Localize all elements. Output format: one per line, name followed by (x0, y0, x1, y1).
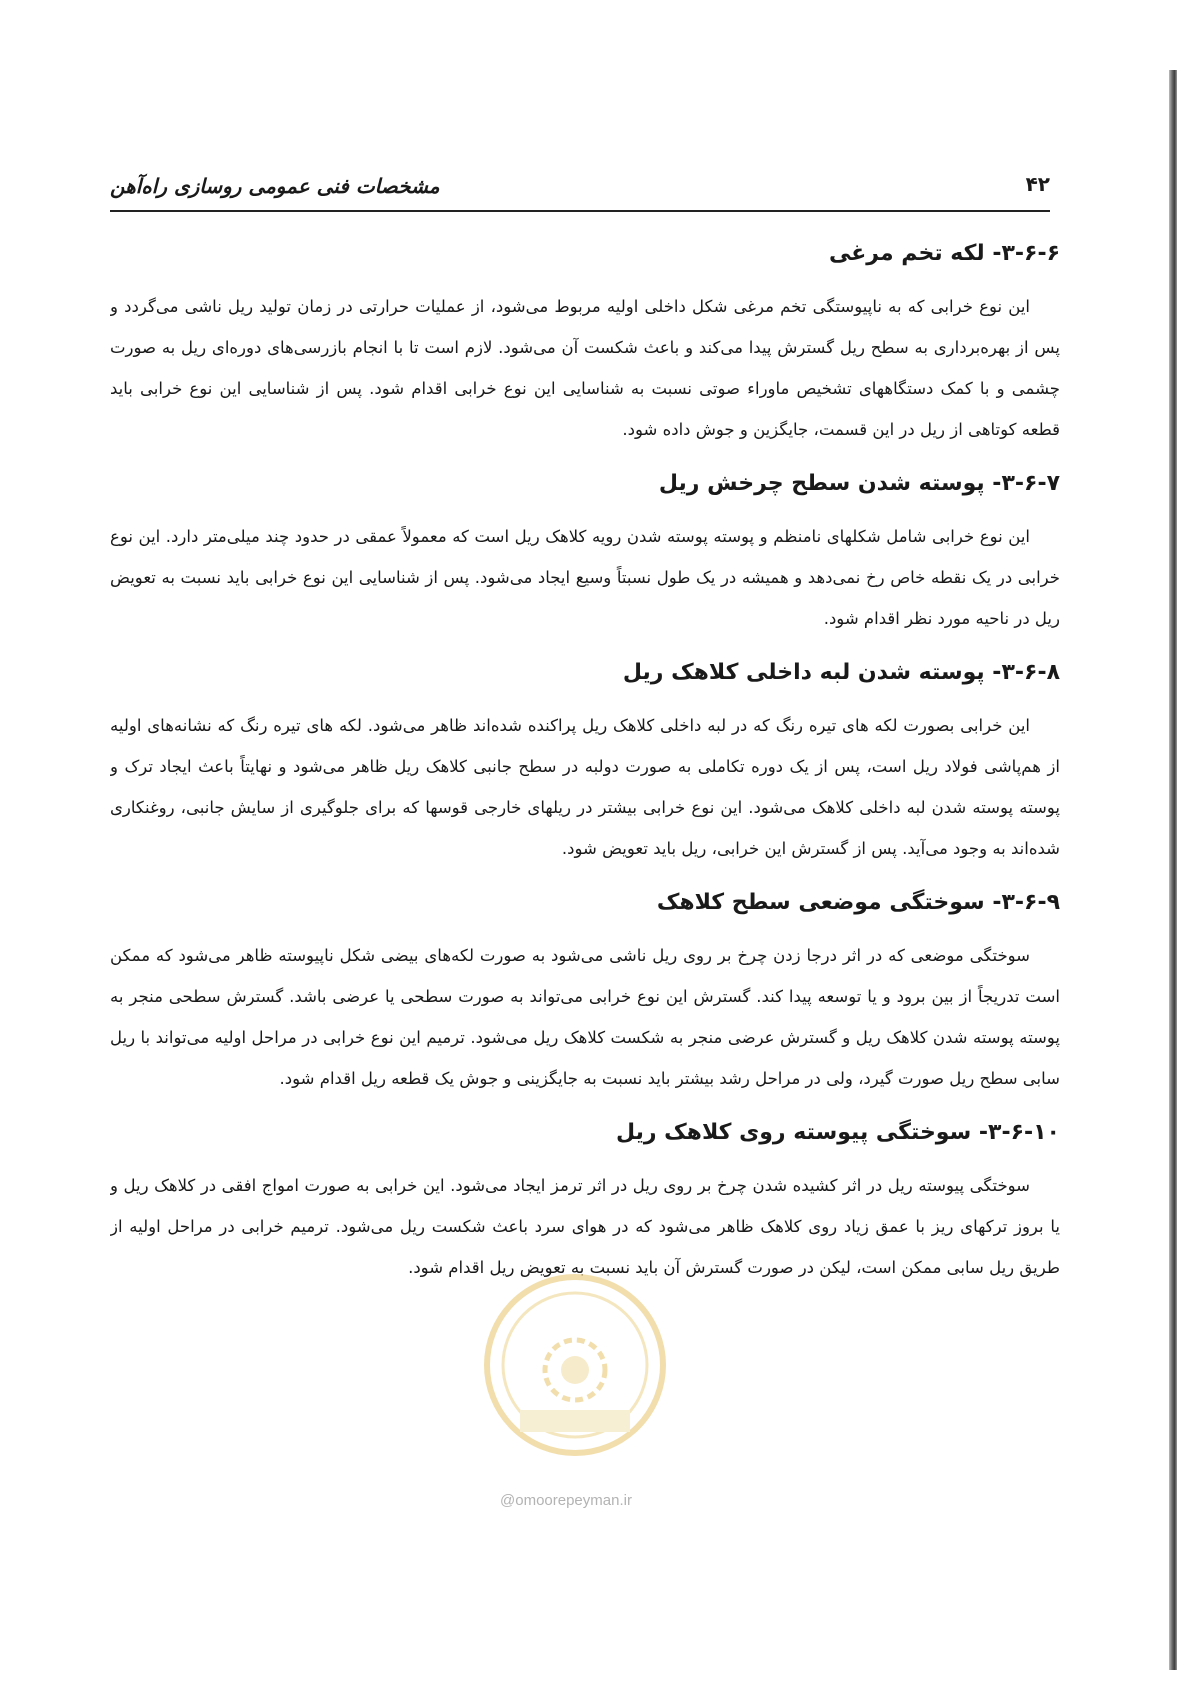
section-body: این خرابی بصورت لکه های تیره رنگ که در لبه داخلی کلاهک ریل پراکنده شده‌اند ظاهر می‌شود. لکه های تیره رنگ که نشانه‌های اولیه از هم‌پاشی فولاد ریل است، پس از یک دوره تکاملی به صورت دولبه در سطح جانبی کلاهک ریل ظاهر می‌شود و نهایتاً باعث ایجاد ترک و پوسته پوسته شدن لبه داخلی کلاهک می‌شود. این نوع خرابی بیشتر در ریلهای خارجی قوسها که برای جلوگیری از سایش جانبی، روغنکاری شده‌اند به وجود می‌آید. پس از گسترش این خرابی، ریل باید تعویض شود. (110, 716, 1060, 858)
section-gauge-corner-shelling (110, 657, 1060, 869)
running-header (110, 172, 1050, 212)
section-title: ۳-۶-۹- سوختگی موضعی سطح کلاهک (656, 890, 1060, 915)
section-title: ۳-۶-۱۰- سوختگی پیوسته روی کلاهک ریل (615, 1120, 1060, 1145)
section-local-head-burn (110, 887, 1060, 1099)
section-continuous-head-burn (110, 1117, 1060, 1288)
section-title: ۳-۶-۶- لکه تخم مرغی (828, 241, 1060, 266)
book-title: مشخصات فنی عمومی روسازی راه‌آهن (110, 174, 440, 198)
watermark-seal-icon (480, 1270, 670, 1460)
section-title: ۳-۶-۷- پوسته شدن سطح چرخش ریل (658, 471, 1060, 496)
section-body: این نوع خرابی شامل شکلهای نامنظم و پوسته پوسته شدن رویه کلاهک ریل است که معمولاً عمقی در حدود چند میلی‌متر دارد. این نوع خرابی در یک نقطه خاص رخ نمی‌دهد و همیشه در یک طول نسبتاً وسیع ایجاد می‌شود. پس از شناسایی این نوع خرابی باید نسبت به تعویض ریل در ناحیه مورد نظر اقدام شود. (110, 527, 1060, 628)
section-body: سوختگی پیوسته ریل در اثر کشیده شدن چرخ بر روی ریل در اثر ترمز ایجاد می‌شود. این خرابی به صورت امواج افقی در کلاهک ریل و یا بروز ترکهای ریز با عمق زیاد روی کلاهک ظاهر می‌شود که در هوای سرد باعث شکست ریل می‌شود. ترمیم خرابی در مراحل اولیه از طریق ریل سابی ممکن است، لیکن در صورت گسترش آن باید نسبت به تعویض ریل اقدام شود. (110, 1176, 1060, 1277)
page-number: ۴۲ (1025, 172, 1050, 196)
section-body: این نوع خرابی که به ناپیوستگی تخم مرغی شکل داخلی اولیه مربوط می‌شود، از عملیات حرارتی در زمان تولید ریل ناشی می‌گردد و پس از بهره‌برداری به سطح ریل گسترش پیدا می‌کند و باعث شکست آن می‌شود. لازم است تا با انجام بازرسی‌های دوره‌ای ریل به صورت چشمی و با کمک دستگاههای تشخیص ماوراء صوتی نسبت به شناسایی این نوع خرابی اقدام شود. پس از شناسایی این نوع خرابی باید قطعه کوتاهی از ریل در این قسمت، جایگزین و جوش داده شود. (110, 297, 1060, 439)
section-egg-shaped-spot (110, 238, 1060, 450)
scan-edge (1169, 70, 1177, 1670)
section-rolling-surface-shelling (110, 468, 1060, 639)
section-body: سوختگی موضعی که در اثر درجا زدن چرخ بر روی ریل ناشی می‌شود به صورت لکه‌های بیضی شکل ناپیوسته ظاهر می‌شود که ممکن است تدریجاً از بین برود و یا توسعه پیدا کند. گسترش این نوع خرابی می‌تواند به صورت سطحی یا عرضی باشد. گسترش سطحی منجر به پوسته پوسته شدن کلاهک ریل و گسترش عرضی منجر به شکست کلاهک ریل می‌شود. ترمیم این نوع خرابی در مراحل اولیه می‌تواند با ریل سابی سطح ریل صورت گیرد، ولی در مراحل رشد بیشتر باید نسبت به جایگزینی و جوش یک قطعه ریل اقدام شود. (110, 946, 1060, 1088)
section-title: ۳-۶-۸- پوسته شدن لبه داخلی کلاهک ریل (622, 660, 1060, 685)
watermark-url: @omoorepeyman.ir (500, 1492, 632, 1509)
